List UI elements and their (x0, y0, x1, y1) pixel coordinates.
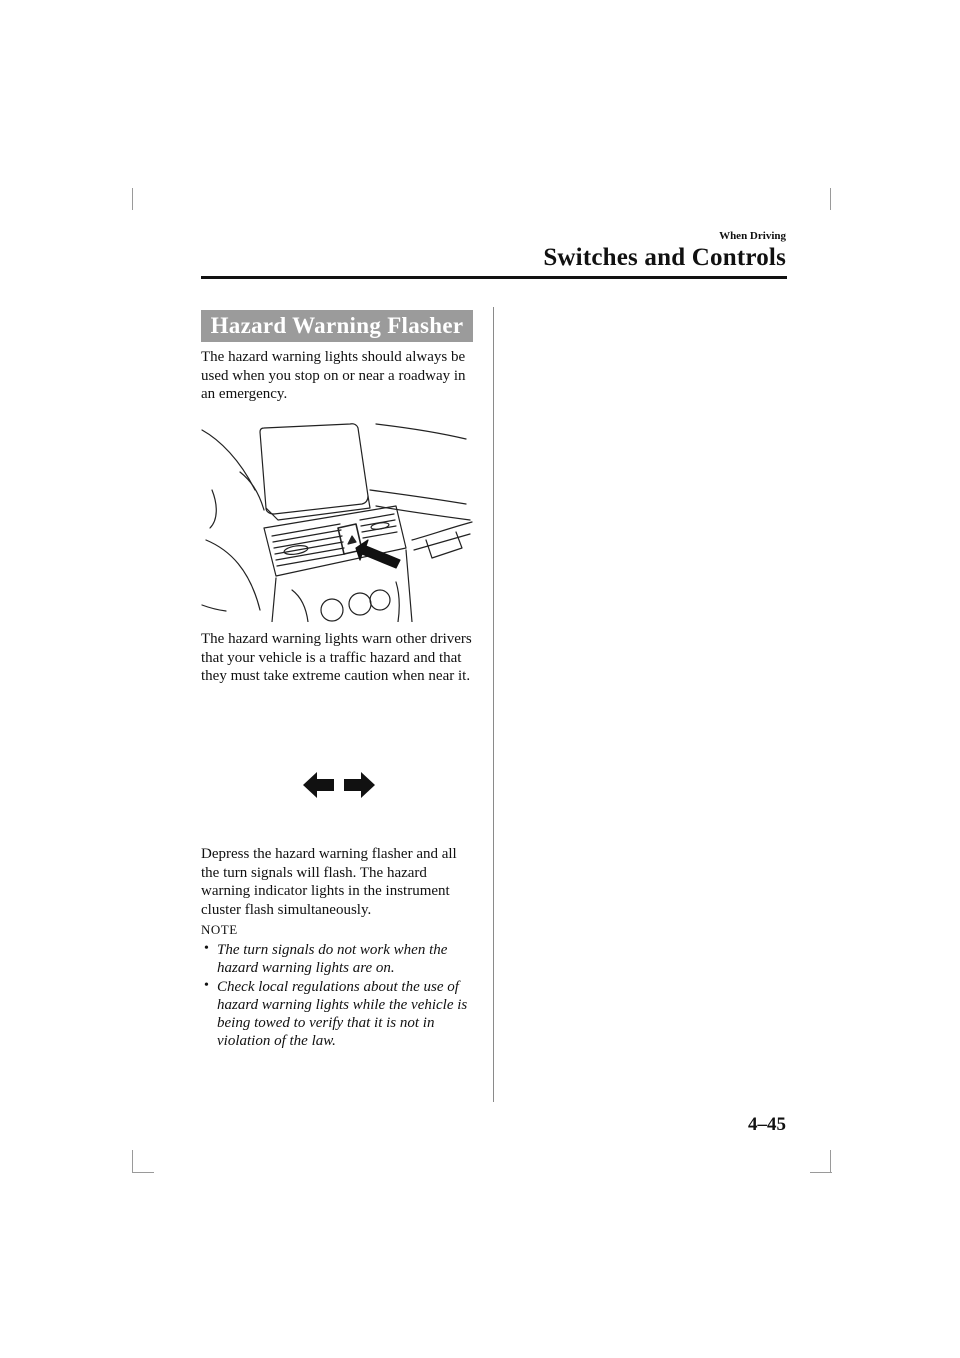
column-divider (493, 307, 494, 1102)
running-section-title: When Driving (719, 230, 786, 242)
note-item (201, 978, 479, 1050)
hazard-button-dashboard-illustration (200, 410, 478, 622)
header-rule (201, 276, 787, 279)
crop-mark (132, 188, 133, 210)
section-heading: Hazard Warning Flasher (201, 310, 473, 342)
note-list (201, 941, 479, 1051)
turn-signal-arrows-icon (303, 770, 375, 800)
running-chapter-title: Switches and Controls (543, 244, 786, 271)
crop-mark (132, 1150, 133, 1172)
bullet: • (204, 978, 209, 993)
note-text: The turn signals do not work when the hazard warning lights are on. (217, 942, 448, 976)
note-heading: NOTE (201, 922, 238, 937)
note-text: Check local regulations about the use of hazard warning lights while the vehicle is being towed to verify that it is not in violation of the law. (217, 979, 468, 1049)
operation-paragraph: Depress the hazard warning flasher and all the turn signals will flash. The hazard warning indicator lights in the instrument cluster flash simultaneously. (201, 846, 457, 918)
crop-mark (830, 188, 831, 210)
crop-mark (810, 1172, 832, 1173)
page-number: 4–45 (748, 1114, 786, 1135)
warning-paragraph: The hazard warning lights warn other drivers that your vehicle is a traffic hazard and that they must take extreme caution when near it. (201, 631, 472, 684)
intro-paragraph: The hazard warning lights should always be used when you stop on or near a roadway in an emergency. (201, 349, 466, 402)
crop-mark (132, 1172, 154, 1173)
bullet: • (204, 941, 209, 956)
note-item (201, 941, 479, 977)
crop-mark (830, 1150, 831, 1172)
